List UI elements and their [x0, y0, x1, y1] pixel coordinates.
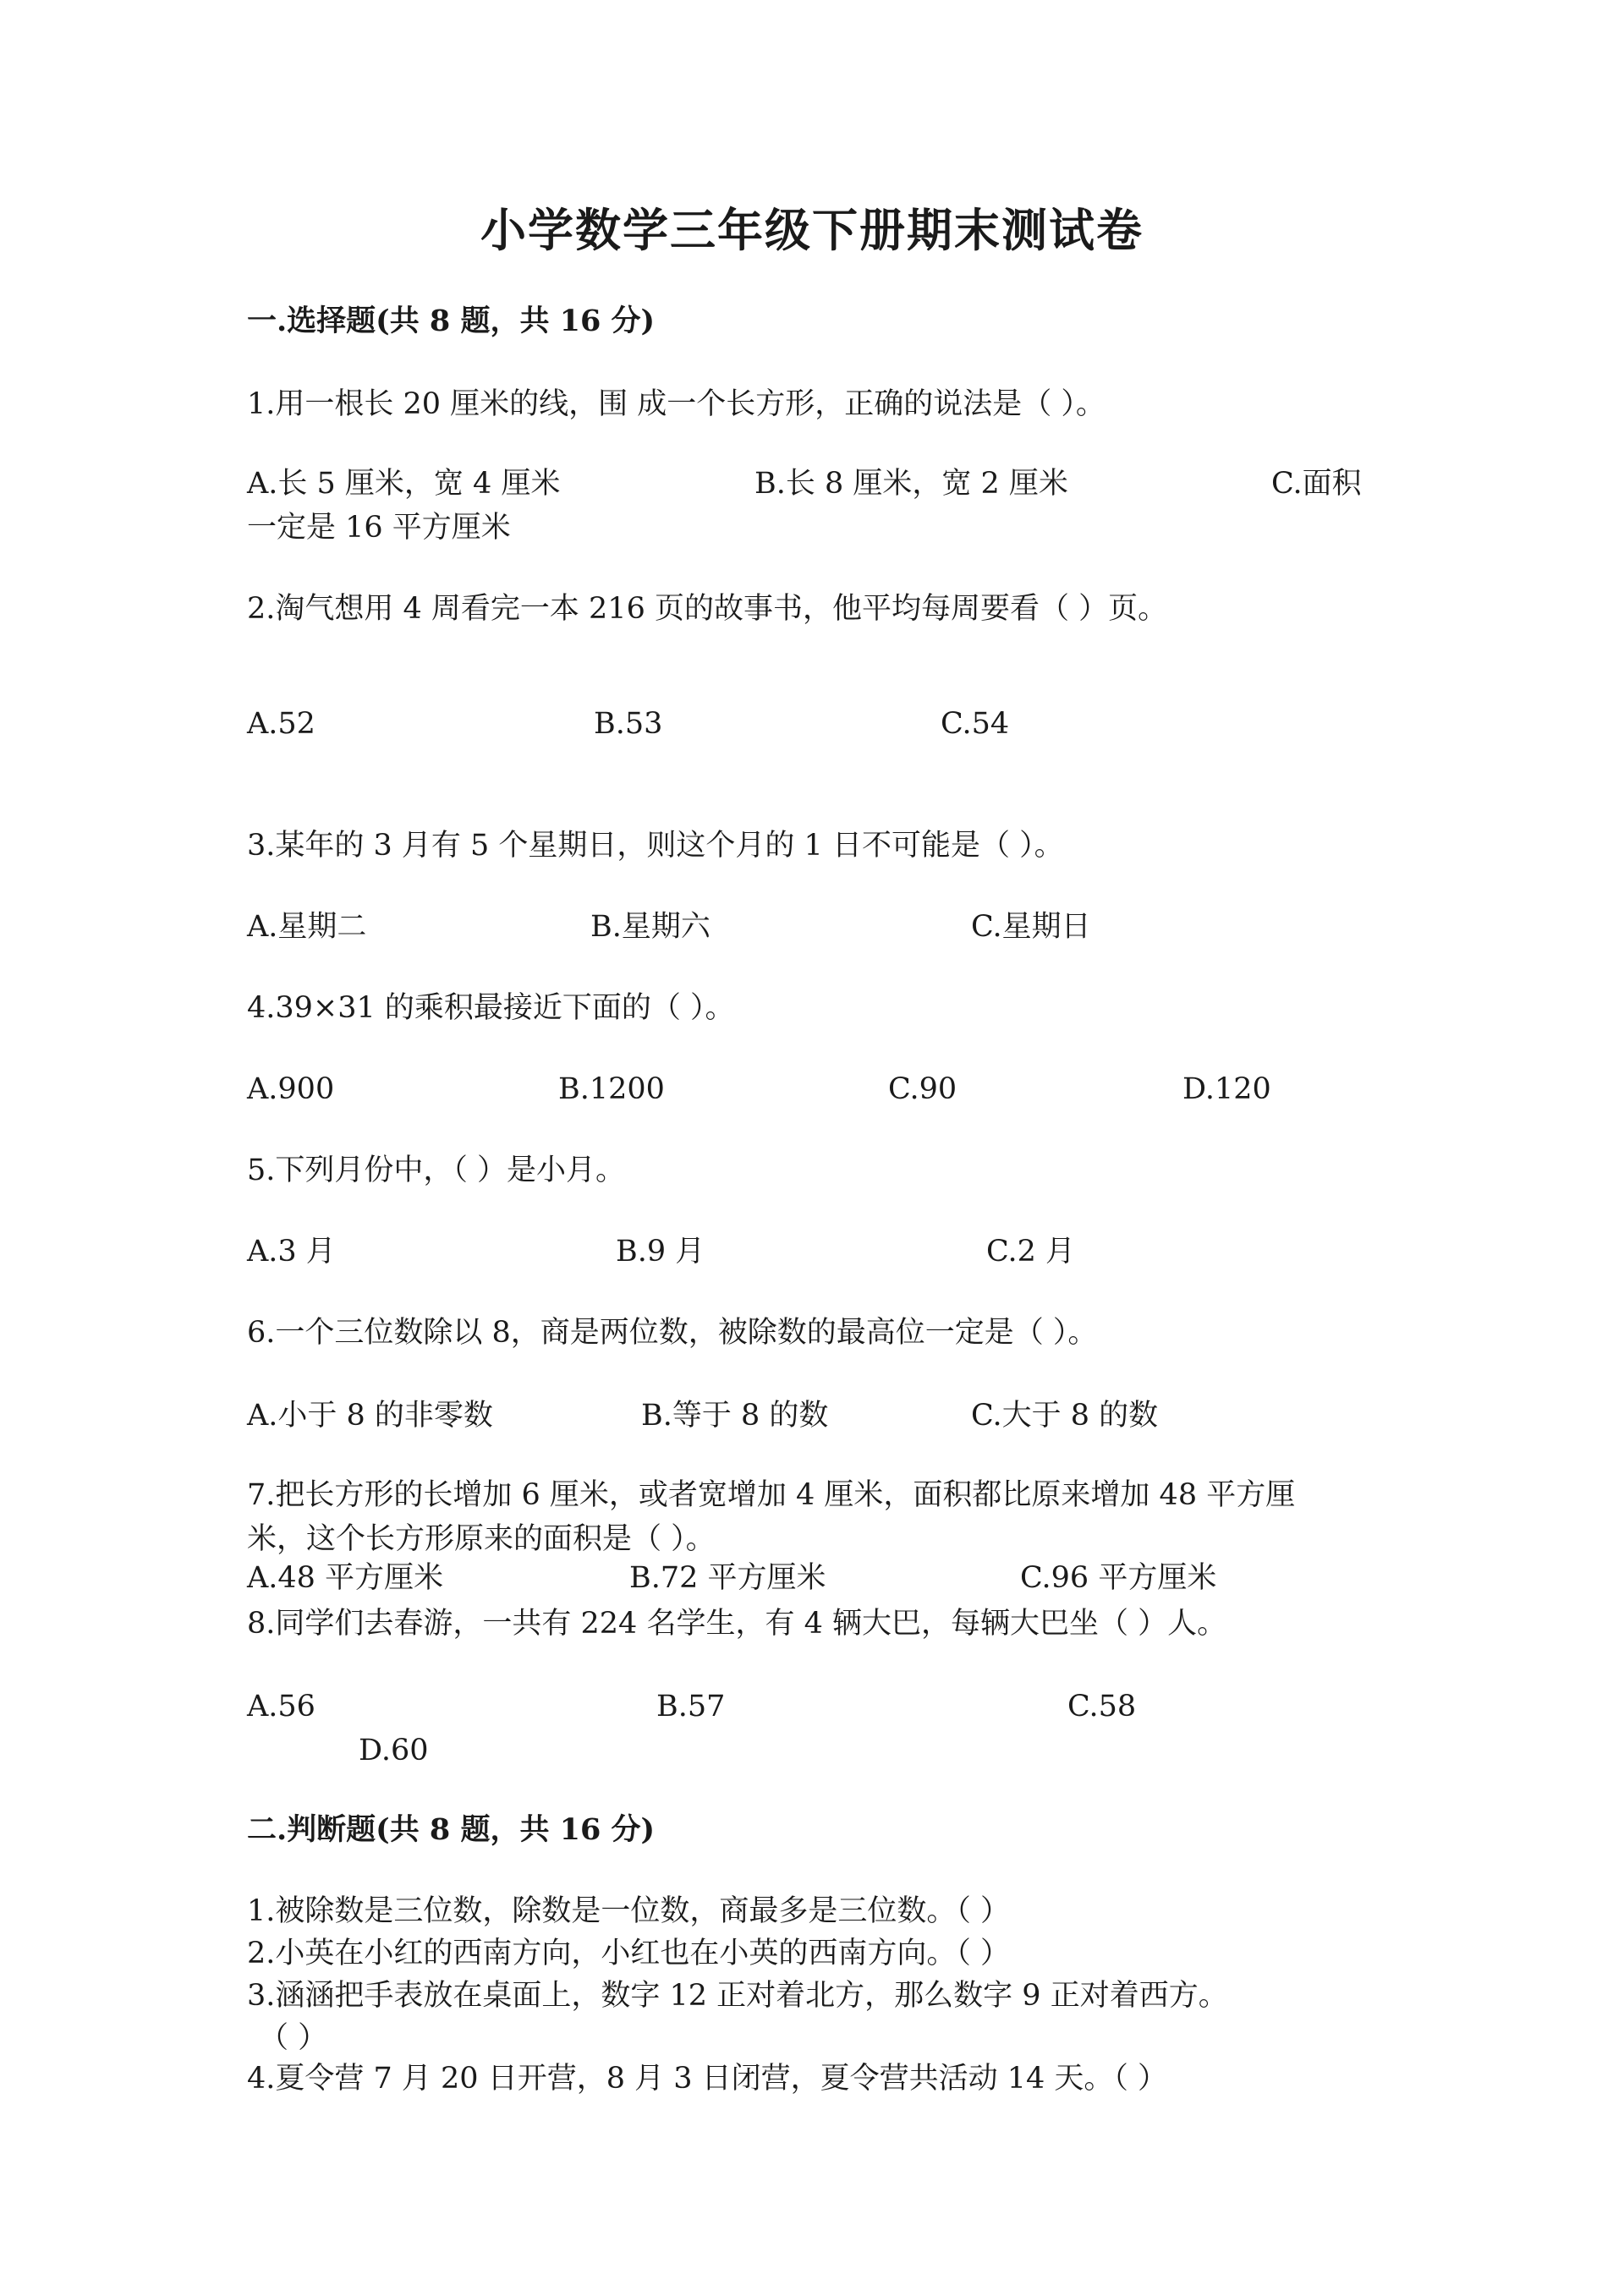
question-1-option-c-continued: 一定是 16 平方厘米	[247, 511, 511, 545]
question-4-option-c: C.90	[888, 1072, 957, 1106]
question-8-option-d: D.60	[359, 1734, 429, 1767]
question-3-option-a: A.星期二	[247, 910, 367, 944]
question-7-option-c: C.96 平方厘米	[1020, 1561, 1217, 1595]
question-3-option-c: C.星期日	[971, 910, 1091, 944]
question-2-option-c: C.54	[941, 707, 1010, 741]
question-5-option-b: B.9 月	[616, 1235, 705, 1269]
question-8-option-c: C.58	[1067, 1690, 1137, 1723]
question-5-stem: 5.下列月份中，（ ）是小月。	[247, 1153, 626, 1187]
question-7-stem-line2: 米，这个长方形原来的面积是（ ）。	[247, 1522, 716, 1556]
question-8-option-b: B.57	[656, 1690, 726, 1723]
question-6-option-a: A.小于 8 的非零数	[247, 1399, 493, 1433]
question-1-option-c: C.面积	[1271, 467, 1362, 501]
question-6-option-b: B.等于 8 的数	[641, 1399, 829, 1433]
question-4-stem: 4.39×31 的乘积最接近下面的（ ）。	[247, 991, 735, 1025]
question-1-option-a: A.长 5 厘米，宽 4 厘米	[247, 467, 561, 501]
judgement-3-stem-line2: （ ）	[259, 2021, 328, 2055]
section-heading-choice: 一.选择题(共 8 题，共 16 分)	[247, 304, 656, 338]
question-6-option-c: C.大于 8 的数	[971, 1399, 1159, 1433]
question-7-option-a: A.48 平方厘米	[247, 1561, 444, 1595]
question-2-stem: 2.淘气想用 4 周看完一本 216 页的故事书，他平均每周要看（ ）页。	[247, 592, 1168, 626]
question-4-option-d: D.120	[1182, 1072, 1271, 1106]
question-2-option-b: B.53	[594, 707, 663, 741]
question-3-stem: 3.某年的 3 月有 5 个星期日，则这个月的 1 日不可能是（ ）。	[247, 829, 1064, 863]
question-4-option-b: B.1200	[558, 1072, 665, 1106]
question-7-stem: 7.把长方形的长增加 6 厘米，或者宽增加 4 厘米，面积都比原来增加 48 平方厘	[247, 1478, 1296, 1512]
question-8-stem: 8.同学们去春游，一共有 224 名学生，有 4 辆大巴，每辆大巴坐（ ）人。	[247, 1607, 1227, 1641]
question-7-option-b: B.72 平方厘米	[629, 1561, 826, 1595]
judgement-3-stem: 3.涵涵把手表放在桌面上，数字 12 正对着北方，那么数字 9 正对着西方。	[247, 1979, 1228, 2013]
question-8-option-a: A.56	[247, 1690, 315, 1723]
judgement-4-stem: 4.夏令营 7 月 20 日开营，8 月 3 日闭营，夏令营共活动 14 天。（ ）	[247, 2062, 1168, 2096]
question-1-option-b: B.长 8 厘米，宽 2 厘米	[754, 467, 1068, 501]
question-6-stem: 6.一个三位数除以 8，商是两位数，被除数的最高位一定是（ ）。	[247, 1316, 1098, 1350]
page-title: 小学数学三年级下册期末测试卷	[480, 203, 1144, 257]
judgement-2-stem: 2.小英在小红的西南方向，小红也在小英的西南方向。（ ）	[247, 1937, 1011, 1970]
section-heading-judgement: 二.判断题(共 8 题，共 16 分)	[247, 1812, 656, 1847]
question-5-option-c: C.2 月	[986, 1235, 1076, 1269]
judgement-1-stem: 1.被除数是三位数，除数是一位数，商最多是三位数。（ ）	[247, 1894, 1011, 1928]
question-2-option-a: A.52	[247, 707, 315, 741]
question-4-option-a: A.900	[247, 1072, 335, 1106]
question-3-option-b: B.星期六	[590, 910, 710, 944]
question-1-stem: 1.用一根长 20 厘米的线，围 成一个长方形，正确的说法是（ ）。	[247, 387, 1106, 421]
question-5-option-a: A.3 月	[247, 1235, 336, 1269]
